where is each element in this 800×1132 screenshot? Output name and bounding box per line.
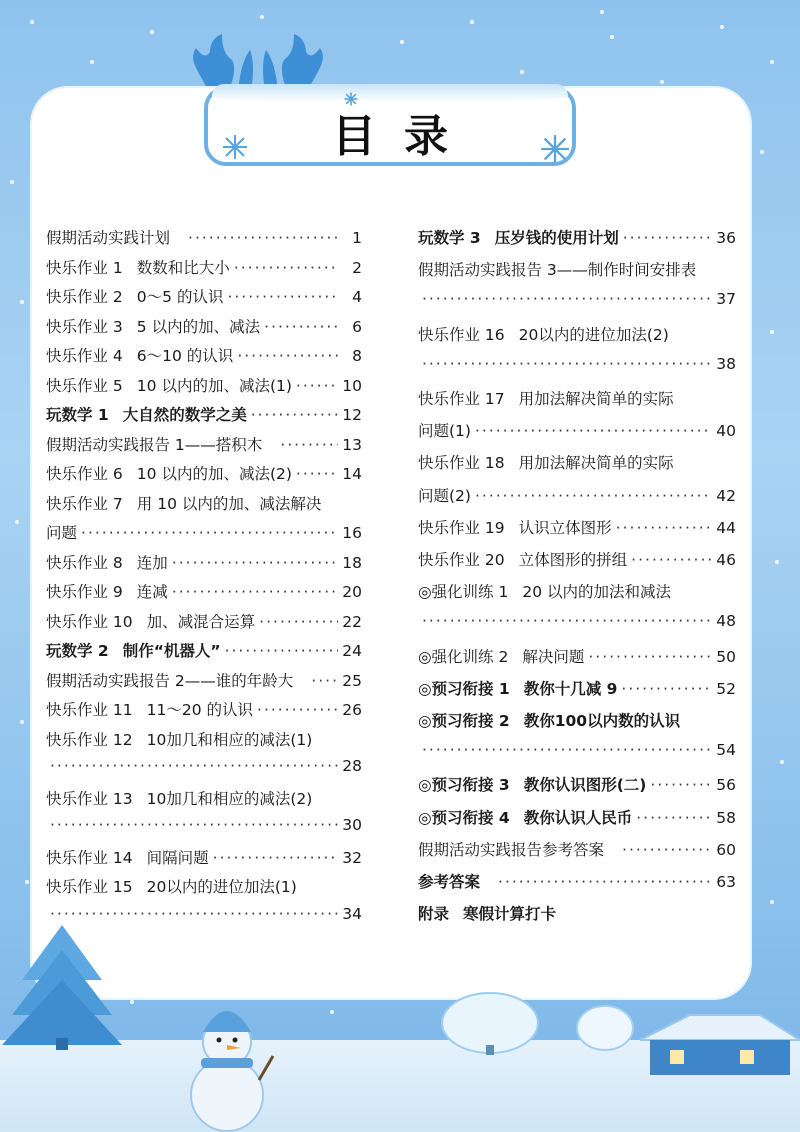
toc-entry-number: ◎预习衔接 1 — [418, 679, 510, 698]
toc-page-number: 1 — [352, 229, 362, 247]
toc-entry-number: 快乐作业 18 — [418, 454, 505, 473]
toc-entry[interactable] — [46, 846, 362, 868]
toc-entry-topic: 解决问题 — [522, 647, 585, 666]
toc-page-number: 34 — [342, 904, 362, 923]
toc-entry-topic: 用加法解决简单的实际 — [518, 390, 674, 408]
snow-dot — [20, 720, 24, 724]
toc-entry-label — [46, 698, 253, 720]
dot-leader — [50, 816, 338, 834]
toc-entry-label — [46, 787, 312, 809]
toc-entry-topic: 加、减混合运算 — [146, 612, 256, 631]
toc-entry-label — [46, 728, 312, 750]
toc-entry[interactable] — [46, 492, 362, 514]
toc-entry-number: 假期活动实践报告 1——搭积木 — [46, 435, 263, 454]
toc-entry[interactable] — [418, 226, 736, 248]
snow-dot — [760, 150, 764, 154]
toc-page-number: 20 — [342, 583, 362, 601]
dot-leader — [422, 741, 712, 759]
snow-dot — [20, 300, 24, 304]
toc-entry[interactable] — [418, 548, 736, 570]
toc-entry[interactable] — [418, 451, 736, 473]
toc-entry-topic: 连加 — [136, 553, 168, 572]
dot-leader — [631, 551, 712, 569]
dot-leader — [50, 757, 338, 775]
toc-entry[interactable] — [46, 669, 362, 691]
toc-entry-topic: 教你100以内数的认识 — [523, 712, 681, 730]
toc-entry-number: 快乐作业 10 — [46, 612, 133, 631]
toc-entry-number: ◎预习衔接 2 — [418, 712, 510, 730]
dot-leader — [257, 701, 338, 719]
dot-leader — [234, 259, 338, 277]
toc-entry-label — [46, 285, 223, 307]
toc-entry[interactable] — [46, 315, 362, 337]
snowy-house-icon — [630, 1010, 800, 1075]
toc-page-number: 37 — [716, 290, 736, 309]
toc-entry-label — [418, 870, 494, 892]
toc-entry-number: 玩数学 2 — [46, 642, 109, 660]
toc-entry-continued-text: 问题(2) — [418, 486, 471, 505]
toc-entry[interactable] — [418, 645, 736, 667]
toc-page-number: 50 — [716, 647, 736, 666]
toc-entry[interactable] — [418, 870, 736, 892]
toc-entry-continuation[interactable] — [46, 757, 362, 779]
toc-entry-number: ◎强化训练 2 — [418, 647, 509, 666]
toc-entry-number: 假期活动实践计划 — [46, 229, 171, 247]
toc-entry-topic: 0～5 的认识 — [136, 288, 224, 306]
toc-entry-label — [46, 462, 292, 484]
toc-entry-label — [46, 639, 221, 661]
toc-entry[interactable] — [418, 258, 736, 280]
toc-entry-number: 快乐作业 16 — [418, 325, 505, 344]
toc-entry[interactable] — [418, 838, 736, 860]
toc-page-number: 48 — [716, 612, 736, 631]
toc-entry-label — [418, 580, 671, 602]
toc-page-number: 40 — [716, 422, 736, 441]
toc-entry-topic: 5 以内的加、减法 — [136, 317, 261, 336]
toc-entry-label — [418, 773, 646, 795]
snow-dot — [330, 1010, 334, 1014]
toc-entry[interactable] — [46, 344, 362, 366]
toc-entry[interactable] — [46, 639, 362, 661]
toc-entry-continuation[interactable] — [418, 419, 736, 441]
toc-entry-number: 快乐作业 9 — [46, 583, 123, 601]
dot-leader — [296, 465, 338, 483]
snow-dot — [150, 30, 154, 34]
toc-entry-number: 快乐作业 12 — [46, 730, 133, 749]
toc-entry-number: 快乐作业 7 — [46, 494, 123, 513]
snow-dot — [600, 10, 604, 14]
dot-leader — [213, 849, 338, 867]
snow-dot — [260, 15, 264, 19]
toc-entry[interactable] — [46, 551, 362, 573]
toc-entry[interactable] — [46, 374, 362, 396]
toc-entry[interactable] — [46, 256, 362, 278]
snowy-tree-icon — [440, 985, 540, 1055]
dot-leader — [422, 355, 712, 373]
dot-leader — [296, 377, 338, 395]
dot-leader — [623, 229, 712, 247]
toc-entry[interactable] — [46, 728, 362, 750]
toc-entry[interactable] — [418, 773, 736, 795]
toc-entry-topic: 教你认识人民币 — [523, 808, 633, 827]
toc-entry-topic: 压岁钱的使用计划 — [494, 229, 619, 247]
toc-entry-continuation[interactable] — [418, 612, 736, 634]
toc-entry-continued-text: 问题(1) — [418, 422, 471, 441]
toc-entry-continuation[interactable] — [418, 484, 736, 506]
dot-leader — [622, 841, 712, 859]
toc-page-number: 26 — [342, 701, 362, 719]
snow-dot — [25, 880, 29, 884]
toc-entry-label — [46, 226, 184, 248]
toc-page-number: 28 — [342, 757, 362, 775]
snow-dot — [770, 900, 774, 904]
dot-leader — [188, 229, 338, 247]
toc-entry-topic: 数数和比大小 — [136, 258, 230, 277]
toc-entry[interactable] — [46, 403, 362, 425]
snow-dot — [770, 330, 774, 334]
toc-entry-number: 快乐作业 4 — [46, 347, 123, 365]
toc-entry-label — [46, 580, 168, 602]
snow-dot — [770, 60, 774, 64]
toc-entry-topic: 20以内的进位加法(2) — [518, 325, 669, 344]
toc-entry-label — [418, 258, 710, 280]
toc-page-number: 60 — [716, 840, 736, 859]
toc-entry-number: 快乐作业 11 — [46, 701, 133, 719]
toc-entry[interactable] — [46, 285, 362, 307]
dot-leader — [81, 524, 338, 542]
toc-entry-label — [418, 548, 627, 570]
toc-entry-number: 玩数学 1 — [46, 406, 109, 424]
toc-entry-label — [418, 838, 618, 860]
toc-entry[interactable] — [418, 677, 736, 699]
snowy-tree-icon — [2, 920, 122, 1050]
toc-entry-label — [418, 323, 669, 345]
page-title: 目录 — [332, 111, 476, 162]
toc-entry[interactable] — [418, 580, 736, 602]
dot-leader — [237, 347, 338, 365]
toc-page-number: 12 — [342, 406, 362, 424]
toc-page-number: 32 — [342, 848, 362, 867]
toc-entry-label — [46, 344, 233, 366]
dot-leader — [475, 422, 712, 440]
toc-entry-number: 快乐作业 8 — [46, 553, 123, 572]
toc-entry-number: 快乐作业 19 — [418, 518, 505, 537]
toc-entry-continued-text: 问题 — [46, 524, 78, 542]
toc-entry-topic: 20 以内的加法和减法 — [522, 583, 671, 602]
toc-page-number: 24 — [342, 642, 362, 660]
toc-page-number: 52 — [716, 679, 736, 698]
toc-page-number: 14 — [342, 465, 362, 483]
toc-page-number: 4 — [352, 288, 362, 306]
dot-leader — [259, 613, 338, 631]
dot-leader — [616, 519, 712, 537]
toc-entry-label — [46, 492, 321, 514]
toc-page-number: 25 — [342, 671, 362, 690]
toc-entry-continuation[interactable] — [418, 355, 736, 377]
toc-entry-label — [418, 387, 674, 409]
toc-page-number: 16 — [342, 524, 362, 542]
toc-entry-topic: 大自然的数学之美 — [122, 406, 247, 424]
toc-page-number: 54 — [716, 741, 736, 760]
toc-entry-topic: 立体图形的拼组 — [518, 551, 628, 569]
toc-entry[interactable] — [46, 875, 362, 897]
toc-entry-number: 假期活动实践报告 3——制作时间安排表 — [418, 261, 697, 280]
toc-entry-continuation[interactable] — [418, 290, 736, 312]
toc-entry-continuation[interactable] — [418, 741, 736, 763]
toc-entry-continuation[interactable] — [46, 521, 362, 543]
toc-entry-number: 快乐作业 15 — [46, 878, 133, 896]
toc-entry-continuation[interactable] — [46, 816, 362, 838]
toc-entry-topic: 认识立体图形 — [518, 518, 612, 537]
toc-entry-label — [46, 875, 297, 897]
toc-entry-number: 玩数学 3 — [418, 229, 481, 247]
snow-dot — [400, 40, 404, 44]
toc-entry-topic: 10 以内的加、减法(1) — [136, 376, 292, 395]
dot-leader — [251, 406, 338, 424]
snowman-icon — [185, 990, 275, 1132]
toc-entry-topic: 10加几和相应的减法(2) — [146, 789, 313, 808]
toc-entry-label — [46, 433, 276, 455]
dot-leader — [264, 318, 338, 336]
snow-dot — [15, 520, 19, 524]
dot-leader — [588, 648, 712, 666]
dot-leader — [172, 554, 338, 572]
snowy-tree-icon — [575, 1000, 635, 1055]
toc-entry-number: 快乐作业 1 — [46, 258, 123, 277]
toc-entry-label — [46, 403, 247, 425]
snow-dot — [520, 70, 524, 74]
toc-entry[interactable] — [418, 709, 736, 731]
toc-entry-number: 快乐作业 14 — [46, 848, 133, 867]
toc-entry-label — [418, 806, 632, 828]
toc-entry[interactable] — [46, 580, 362, 602]
toc-page-number: 18 — [342, 553, 362, 572]
toc-entry-label — [418, 902, 556, 924]
toc-entry[interactable] — [418, 387, 736, 409]
toc-entry-topic: 11～20 的认识 — [146, 701, 254, 719]
snow-dot — [775, 560, 779, 564]
toc-entry-number: 快乐作业 13 — [46, 789, 133, 808]
dot-leader — [475, 487, 712, 505]
toc-entry-label — [418, 226, 619, 248]
snow-dot — [130, 1000, 134, 1004]
toc-entry[interactable] — [46, 610, 362, 632]
toc-entry-topic: 教你十几减 9 — [523, 679, 618, 698]
toc-page-number: 13 — [342, 435, 362, 454]
toc-entry-number: 快乐作业 2 — [46, 288, 123, 306]
toc-page-number: 6 — [352, 317, 362, 336]
toc-entry-topic: 寒假计算打卡 — [463, 905, 557, 924]
toc-entry-label — [46, 374, 292, 396]
toc-page-number: 10 — [342, 376, 362, 395]
toc-entry-number: 快乐作业 17 — [418, 390, 505, 408]
toc-page-number: 36 — [716, 229, 736, 247]
toc-entry-topic: 20以内的进位加法(1) — [146, 878, 297, 896]
dot-leader — [280, 436, 338, 454]
dot-leader — [636, 809, 712, 827]
toc-entry-label — [418, 516, 612, 538]
toc-entry-number: 假期活动实践报告参考答案 — [418, 840, 605, 859]
dot-leader — [172, 583, 338, 601]
toc-page-number: 44 — [716, 518, 736, 537]
snow-dot — [660, 80, 664, 84]
snow-dot — [30, 20, 34, 24]
toc-page-number: 2 — [352, 258, 362, 277]
snow-dot — [90, 60, 94, 64]
toc-entry-topic: 10 以内的加、减法(2) — [136, 465, 292, 483]
toc-entry-number: 假期活动实践报告 2——谁的年龄大 — [46, 671, 294, 690]
toc-page-number: 56 — [716, 776, 736, 795]
toc-entry-number: 快乐作业 20 — [418, 551, 505, 569]
dot-leader — [227, 288, 338, 306]
toc-entry-label — [46, 551, 168, 573]
toc-entry-topic: 6～10 的认识 — [136, 347, 234, 365]
snow-dot — [10, 180, 14, 184]
dot-leader — [498, 873, 712, 891]
toc-entry-label — [418, 677, 617, 699]
toc-entry[interactable] — [418, 902, 736, 924]
toc-entry-label — [418, 709, 680, 731]
toc-entry-topic: 教你认识图形(二) — [523, 776, 647, 795]
toc-page-number: 63 — [716, 873, 736, 891]
toc-entry[interactable] — [418, 516, 736, 538]
toc-entry[interactable] — [418, 323, 736, 345]
toc-entry-number: 附录 — [418, 905, 450, 924]
toc-entry-label — [46, 256, 230, 278]
toc-entry[interactable] — [46, 698, 362, 720]
toc-entry-label — [46, 610, 255, 632]
toc-page-number: 38 — [716, 354, 736, 373]
toc-entry[interactable] — [46, 226, 362, 248]
toc-entry-number: 快乐作业 5 — [46, 376, 123, 395]
toc-entry-topic: 间隔问题 — [146, 848, 209, 867]
dot-leader — [650, 776, 712, 794]
toc-entry-label — [46, 669, 307, 691]
dot-leader — [311, 672, 338, 690]
toc-entry-number: ◎预习衔接 4 — [418, 808, 510, 827]
toc-entry-number: 快乐作业 3 — [46, 317, 123, 336]
dot-leader — [621, 680, 712, 698]
toc-entry-topic: 10加几和相应的减法(1) — [146, 730, 313, 749]
toc-entry-label — [46, 315, 260, 337]
toc-page-number: 58 — [716, 808, 736, 827]
toc-entry[interactable] — [46, 433, 362, 455]
toc-entry-label — [418, 451, 674, 473]
toc-entry-number: ◎强化训练 1 — [418, 583, 509, 602]
snow-dot — [610, 35, 614, 39]
toc-page-number: 46 — [716, 551, 736, 569]
toc-entry[interactable] — [46, 462, 362, 484]
toc-entry[interactable] — [46, 787, 362, 809]
toc-entry-label — [46, 846, 209, 868]
dot-leader — [422, 612, 712, 630]
toc-entry-label — [418, 645, 584, 667]
toc-page-number: 42 — [716, 486, 736, 505]
dot-leader — [422, 290, 712, 308]
toc-entry-number: 快乐作业 6 — [46, 465, 123, 483]
toc-entry-number: 参考答案 — [418, 873, 481, 891]
toc-entry-number: ◎预习衔接 3 — [418, 776, 510, 795]
snow-dot — [780, 760, 784, 764]
snow-dot — [470, 20, 474, 24]
dot-leader — [225, 642, 338, 660]
toc-page-number: 30 — [342, 816, 362, 834]
toc-page-number: 22 — [342, 612, 362, 631]
toc-entry-topic: 用 10 以内的加、减法解决 — [136, 494, 322, 513]
toc-page-number: 8 — [352, 347, 362, 365]
snow-dot — [720, 25, 724, 29]
toc-entry-topic: 用加法解决简单的实际 — [518, 454, 674, 473]
toc-entry-topic: 连减 — [136, 583, 168, 601]
toc-entry[interactable] — [418, 806, 736, 828]
toc-entry-topic: 制作“机器人” — [122, 642, 221, 660]
